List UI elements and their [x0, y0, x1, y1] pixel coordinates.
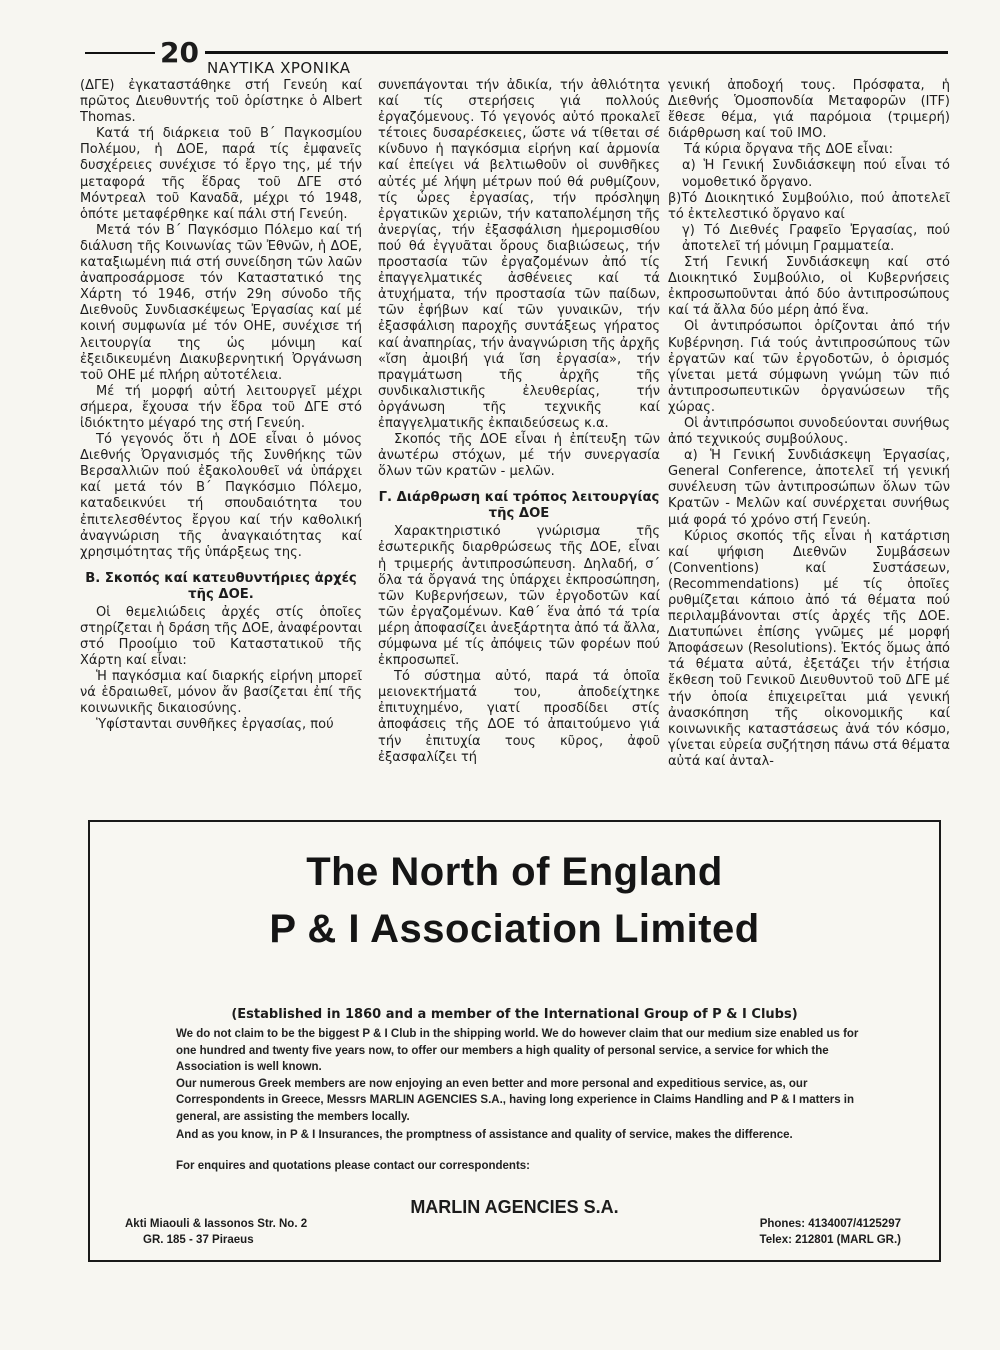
- header-rule-left: [85, 52, 155, 54]
- list-item: α) Ἡ Γενική Συνδιάσκεψη πού εἶναι τό νομοθετικό ὄργανο.: [682, 158, 950, 190]
- advertisement-box: [88, 820, 941, 1262]
- paragraph: Σκοπός τῆς ΔΟΕ εἶναι ἡ ἐπίτευξη τῶν ἀνωτέρω στόχων, μέ τήν συνεργασία ὅλων τῶν κρατῶν - μελῶν.: [378, 432, 660, 480]
- section-heading-g: Γ. Διάρθρωση καί τρόπος λειτουργίας τῆς ΔΟΕ: [378, 490, 660, 522]
- paragraph: Μέ τή μορφή αὐτή λειτουργεῖ μέχρι σήμερα, ἔχουσα τήν ἕδρα τοῦ ΔΓΕ στό ἰδιόκτητο μέγαρό της στή Γενεύη.: [80, 383, 362, 431]
- telex-line: Telex: 212801 (MARL GR.): [759, 1234, 901, 1246]
- ad-company-name: MARLIN AGENCIES S.A.: [410, 1197, 619, 1217]
- ad-title-line-2: P & I Association Limited: [269, 907, 760, 951]
- paragraph: Ὑφίστανται συνθῆκες ἐργασίας, πού: [96, 717, 334, 733]
- paragraph: Χαρακτηριστικό γνώρισμα τῆς ἐσωτερικῆς διαρθρώσεως τῆς ΔΟΕ, εἶναι ἡ τριμερής ἀντιπροσώπευση. Δηλαδή, σ΄ ὅλα τά ὄργανά της ὑπάρχει ἐκπροσώπηση, τῶν Κυβερνήσεων, τῶν ἐργοδοτῶν καί τῶν ἐργαζομένων. Καθ΄ ἕνα ἀπό τά τρία μέρη ἀποφασίζει ἀνεξάρτητα ἀπό τά ἄλλα, σύμφωνα μέ τίς ἀπόψεις τῶν φορέων πού ἐκπροσωπεῖ.: [378, 524, 660, 669]
- article-column-3: [668, 78, 950, 808]
- paragraph: Κύριος σκοπός τῆς εἶναι ἡ κατάρτιση καί ψήφιση Διεθνῶν Συμβάσεων (Conventions) καί Συστάσεων, (Recommendations) μέ τίς ὁποῖες ρυθμίζεται κάποιο ἀπό τά θέματα πού περιλαμβάνονται στίς ἀρχές τῆς ΔΟΕ. Διατυπώνει ἐπίσης γνῶμες μέ μορφή Ἀποφάσεων (Resolutions). Ἐκτός ὅμως ἀπό τά θέματα αὐτά, ἐξετάζει τήν ἐτήσια ἔκθεση τοῦ Γενικοῦ Διευθυντοῦ τοῦ ΔΓΕ μέ τήν ὁποία ἐπιχειρεῖται μιά γενική ἀνασκόπηση τῆς οἰκονομικῆς καί κοινωνικῆς καταστάσεως ἀνά τόν κόσμο, γίνεται εὐρεία συζήτηση πάνω στά θέματα αὐτά καί ἀνταλ-: [668, 528, 950, 769]
- paragraph: (ΔΓΕ) ἐγκαταστάθηκε στή Γενεύη καί πρῶτος Διευθυντής τοῦ ὁρίστηκε ὁ Albert Thomas.: [80, 78, 362, 126]
- ad-subtitle: (Established in 1860 and a member of the International Group of P & I Clubs): [231, 1007, 798, 1022]
- ad-paragraph: For enquires and quotations please contact our correspondents:: [176, 1160, 530, 1172]
- paragraph: Οἱ ἀντιπρόσωποι συνοδεύονται συνήθως ἀπό τεχνικούς συμβούλους.: [668, 415, 950, 448]
- ad-body-closing: [176, 1127, 876, 1144]
- paragraph: Τό γεγονός ὅτι ἡ ΔΟΕ εἶναι ὁ μόνος Διεθνής Ὀργανισμός τῆς Συνθήκης τῶν Βερσαλλιῶν πού ἐξακολουθεῖ νά ὑπάρχει καί μετά τόν Β΄ Παγκόσμιο Πόλεμο, καταδεικνύει τή σπουδαιότητα του ἐπιτελεσθέντος ἔργου καί τήν καθολική ἀναγνώριση τῆς ἀναγκαιότητας καί χρησιμότητας τῆς ὑπάρξεως της.: [80, 432, 362, 560]
- paragraph: α) Ἡ Γενική Συνδιάσκεψη Ἐργασίας, General Conference, ἀποτελεῖ τή γενική συνέλευση τῶν ἀντιπροσώπων ὅλων τῶν Κρατῶν - Μελῶν καί συνέρχεται συνήθως μιά φορά τό χρόνο στή Γενεύη.: [668, 448, 950, 528]
- address-line: GR. 185 - 37 Piraeus: [143, 1234, 254, 1246]
- article-column-1: [80, 78, 362, 808]
- address-line: Akti Miaouli & Iassonos Str. No. 2: [125, 1218, 308, 1230]
- paragraph: γενική ἀποδοχή τους. Πρόσφατα, ἡ Διεθνής Ὁμοσπονδία Μεταφορῶν (ITF) ἔθεσε θέμα, γιά παρόμοια (τριμερή) διάρθρωση καί τοῦ ΙΜΟ.: [668, 78, 950, 142]
- paragraph: Οἱ θεμελιώδεις ἀρχές στίς ὁποῖες στηρίζεται ἡ δράση τῆς ΔΟΕ, ἀναφέρονται στό Προοίμιο τοῦ Καταστατικοῦ τῆς Χάρτη καί εἶναι:: [80, 604, 362, 669]
- paragraph: συνεπάγονται τήν ἀδικία, τήν ἀθλιότητα καί τίς στερήσεις γιά πολλούς ἐργαζόμενους. Τό γεγονός αὐτό προκαλεῖ τέτοιες δυσαρέσκειες, ὥστε νά τίθεται σέ κίνδυνο ἡ παγκόσμια εἰρήνη καί ἁρμονία καί ἐπείγει νά βελτιωθοῦν οἱ συνθῆκες αὐτές μέ λήψη μέτρων πού θά ρυθμίζουν, τίς ὧρες ἐργασίας, τήν πρόσληψη ἐργατικῶν χεριῶν, τήν καταπολέμηση τῆς ἀνεργίας, τήν ἐξασφάλιση ἡμερομισθίου πού θά ἐγγυᾶται ὅρους διαβιώσεως, τήν προστασία τῶν ἐργαζομένων ἀπό τίς ἐπαγγελματικές ἀσθένειες καί τά ἀτυχήματα, τήν προστασία τῶν παίδων, τῶν ἐφήβων καί τῶν γυναικῶν, τήν ἐξασφάλιση παροχῆς συντάξεως γήρατος καί ἀναπηρίας, τήν ἀναγνώριση τῆς ἀρχῆς «ἴση ἀμοιβή γιά ἴση ἐργασία», τήν πραγμάτωση τῆς ἀρχῆς τῆς συνδικαλιστικῆς ἐλευθερίας, τήν ὀργάνωση τῆς τεχνικῆς καί ἐπαγγελματικῆς ἐκπαιδεύσεως κ.α.: [378, 78, 660, 431]
- ad-title-line-1: The North of England: [306, 850, 723, 894]
- magazine-title: ΝΑΥΤΙΚΑ ΧΡΟΝΙΚΑ: [207, 59, 351, 77]
- paragraph: Τό σύστημα αὐτό, παρά τά ὁποῖα μειονεκτήματά του, ἀποδείχτηκε ἐπιτυχημένο, γιατί προσδίδει στίς ἀποφάσεις τῆς ΔΟΕ τό ἀπαιτούμενο γιά τήν ἐπιτυχία τους κῦρος, ἀφοῦ ἐξασφαλίζει τή: [378, 669, 660, 765]
- phones-line: Phones: 4134007/4125297: [759, 1218, 901, 1230]
- page-number: 20: [160, 36, 199, 69]
- ad-paragraph: We do not claim to be the biggest P & I Club in the shipping world. We do however claim that our medium size enabled us for one hundred and twenty five years now, to offer our members a high quality of personal service, a service for which the Association is well known.: [176, 1028, 859, 1074]
- list-item: β)Τό Διοικητικό Συμβούλιο, πού ἀποτελεῖ τό ἐκτελεστικό ὄργανο καί: [668, 190, 950, 222]
- ad-paragraph: And as you know, in P & I Insurances, the promptness of assistance and quality of service, makes the difference.: [176, 1129, 793, 1141]
- ad-address: [125, 1216, 307, 1248]
- header-rule-right: [205, 51, 948, 54]
- paragraph: Ἡ παγκόσμια καί διαρκής εἰρήνη μπορεῖ νά ἑδραιωθεῖ, μόνον ἄν βασίζεται ἐπί τῆς κοινωνικῆς δικαιοσύνης.: [80, 669, 362, 717]
- ad-paragraph: Our numerous Greek members are now enjoying an even better and more personal and expeditious service, as, our Correspondents in Greece, Messrs MARLIN AGENCIES S.A., having long experience in Claims Handling and P & I matters in general, are assisting the members locally.: [176, 1077, 855, 1123]
- paragraph: Μετά τόν Β΄ Παγκόσμιο Πόλεμο καί τή διάλυση τῆς Κοινωνίας τῶν Ἐθνῶν, ἡ ΔΟΕ, καταξιωμένη πιά στή συνείδηση τῶν λαῶν ἀναπροσάρμοσε τόν Καταστατικό της Χάρτη τό 1946, στήν 29η σύνοδο τῆς Διεθνοῦς Συνδιασκέψεως Ἐργασίας καί μέ κοινή συμφωνία μέ τόν ΟΗΕ, συνέχισε τή λειτουργία της ὡς μόνιμη καί ἐξειδικευμένη Διακυβερνητική Ὀργάνωση τοῦ ΟΗΕ μέ πλήρη αὐτοτέλεια.: [80, 222, 362, 383]
- ad-contact-numbers: [760, 1216, 901, 1248]
- article-column-2: [378, 78, 660, 808]
- paragraph: Στή Γενική Συνδιάσκεψη καί στό Διοικητικό Συμβούλιο, οἱ Κυβερνήσεις ἐκπροσωποῦνται ἀπό δύο ἀντιπροσώπους καί τά ἄλλα δύο μέρη ἀπό ἕνα.: [668, 255, 950, 319]
- ad-body-intro: [176, 1026, 876, 1126]
- ad-body-contact: [176, 1158, 876, 1175]
- paragraph: Οἱ ἀντιπρόσωποι ὁρίζονται ἀπό τήν Κυβέρνηση. Γιά τούς ἀντιπροσώπους τῶν ἐργατῶν καί τῶν ἐργοδοτῶν, ὁ ὁρισμός γίνεται μετά σύμφωνη γνώμη τῶν πιό ἀντιπροσωπευτικῶν ὀργανώσεων τῆς χώρας.: [668, 319, 950, 415]
- section-heading-b: Β. Σκοπός καί κατευθυντήριες ἀρχές τῆς ΔΟΕ.: [85, 570, 357, 602]
- paragraph: Τά κύρια ὄργανα τῆς ΔΟΕ εἶναι:: [684, 142, 893, 158]
- paragraph: Κατά τή διάρκεια τοῦ Β΄ Παγκοσμίου Πολέμου, ἡ ΔΟΕ, παρά τίς ἐμφανεῖς δυσχέρειες συνέχισε τό ἔργο της, μέ τήν μεταφορά τῆς ἕδρας τοῦ ΔΓΕ στό Μόντρεαλ τοῦ Καναδᾶ, μέχρι τό 1948, ὁπότε μεταφέρθηκε καί πάλι στή Γενεύη.: [80, 126, 362, 222]
- list-item: γ) Τό Διεθνές Γραφεῖο Ἐργασίας, πού ἀποτελεῖ τή μόνιμη Γραμματεία.: [682, 222, 950, 254]
